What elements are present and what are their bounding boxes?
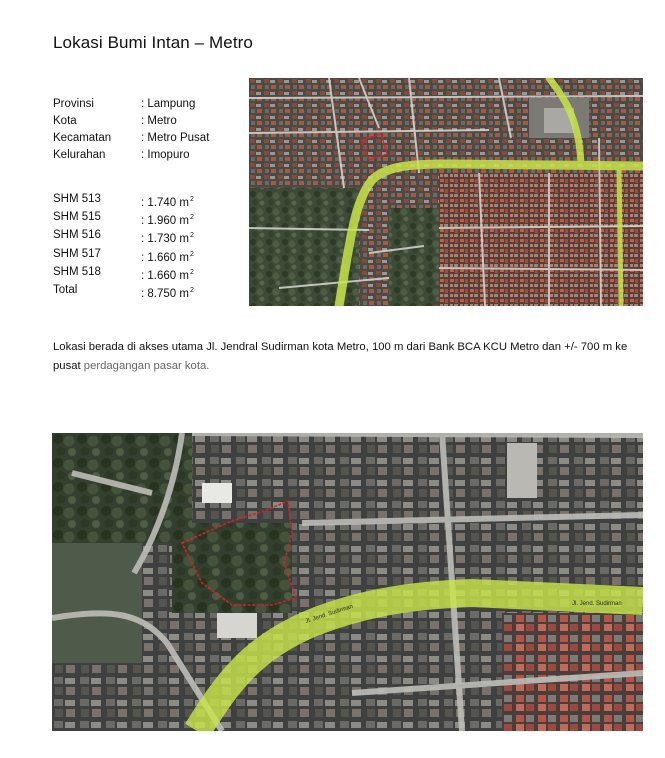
area-value: : 1.960 $m^2$	[141, 214, 194, 228]
area-label: SHM 516	[53, 229, 101, 242]
area-row-total	[53, 282, 194, 300]
area-value: : 1.730 $m^2$	[141, 232, 194, 246]
location-label: Kecamatan	[53, 132, 112, 144]
location-value: : Lampung	[141, 98, 196, 110]
location-value: : Imopuro	[141, 149, 190, 161]
area-row	[53, 264, 194, 282]
street-label: Jl. Jend. Sudirman	[304, 603, 354, 625]
location-description	[53, 338, 633, 376]
location-row	[53, 96, 209, 113]
location-label: Kelurahan	[53, 149, 106, 161]
page-title: Lokasi Bumi Intan – Metro	[53, 33, 253, 52]
area-row	[53, 246, 194, 264]
description-main: Lokasi berada di akses utama Jl. Jendral Sudirman kota Metro, 100 m dari Bank BCA KCU Metro dan +/- 700 m ke pusat	[53, 341, 628, 372]
area-value: : 1.660 $m^2$	[141, 250, 194, 264]
description-tail: perdagangan pasar kota.	[83, 360, 210, 372]
location-value: : Metro	[141, 115, 177, 127]
area-label: SHM 513	[53, 193, 101, 205]
location-value: : Metro Pusat	[141, 132, 210, 144]
area-label: SHM 517	[53, 247, 101, 260]
location-label: Kota	[53, 115, 77, 127]
area-label: SHM 515	[53, 211, 101, 224]
area-label: Total	[53, 283, 78, 296]
area-row	[53, 209, 194, 227]
location-row	[53, 147, 209, 164]
location-label: Provinsi	[53, 98, 94, 110]
area-value: : 1.660 $m^2$	[141, 268, 194, 282]
area-label: SHM 518	[53, 265, 101, 278]
area-info	[53, 191, 194, 300]
satellite-map-detail	[52, 433, 643, 731]
area-row	[53, 191, 194, 209]
street-label: Jl. Jend. Sudirman	[572, 601, 622, 607]
location-row	[53, 130, 209, 147]
satellite-map-overview	[249, 78, 643, 306]
location-info	[53, 96, 209, 164]
area-row	[53, 227, 194, 245]
area-value: : 1.740 $m^2$	[141, 196, 194, 209]
location-row	[53, 113, 209, 130]
area-value: : 8.750 $m^2$	[141, 286, 194, 300]
